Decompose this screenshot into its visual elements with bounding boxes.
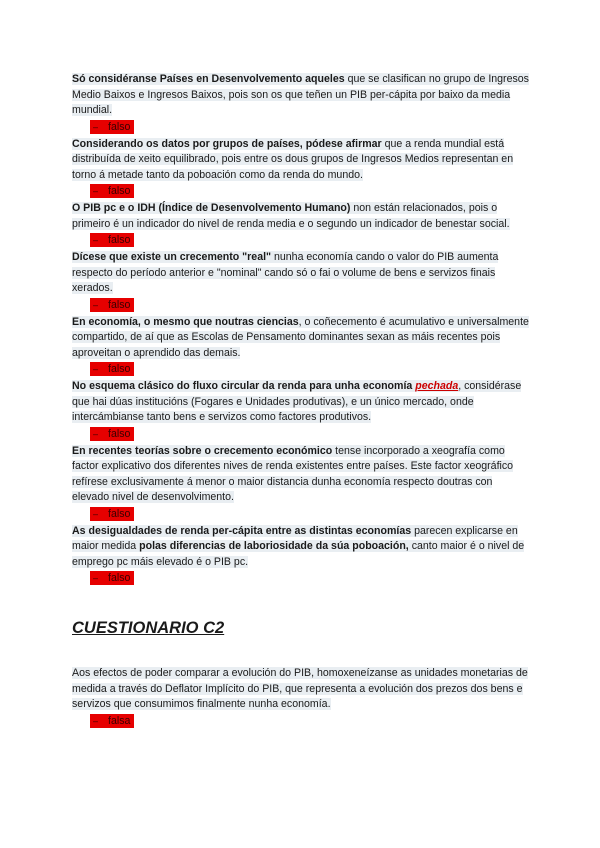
dash-bullet-icon: – <box>93 186 99 196</box>
question-1: Só considéranse Países en Desenvolvemento aqueles que se clasifican no grupo de Ingresos Medio Baixos e Ingresos Baixos, pois son os que teñen un PIB per-cápita por baixo da media mundial. <box>72 73 529 116</box>
answer-highlight-6 <box>90 427 134 441</box>
question-6: No esquema clásico do fluxo circular da renda para unha economía pechada, considérase que hai dúas institucións (Fogares e Unidades produtivas), e un único mercado, onde intercámbianse tanto bens e servizos como factores produtivos. <box>72 380 522 423</box>
question-8: As desigualdades de renda per-cápita entre as distintas economías parecen explicarse en maior medida polas diferencias de laboriosidade da súa poboación, canto maior é o nivel de emprego pc máis elevado é o PIB pc. <box>72 524 525 568</box>
dash-bullet-icon: – <box>93 428 99 439</box>
question-4: Dícese que existe un crecemento "real" nunha economía cando o valor do PIB aumenta respecto do período anterior e "nominal" cando só o fai o volume de bens e servizos finais xerados. <box>72 251 499 294</box>
answer-label: falso <box>108 572 131 584</box>
answer-highlight-2 <box>90 184 134 198</box>
answer-highlight-8 <box>90 571 134 585</box>
dash-bullet-icon: – <box>93 508 99 519</box>
document-page <box>72 72 532 731</box>
dash-bullet-icon: – <box>93 715 99 726</box>
dash-bullet-icon: – <box>93 235 99 245</box>
answer-label: falso <box>108 427 131 440</box>
question-5: En economía, o mesmo que noutras ciencias, o coñecemento é acumulativo e universalmente compartido, de aí que as Escolas de Pensamento dominantes sexan as máis recentes pois aproveitan o aprendido das demais. <box>72 315 529 359</box>
question-2: Considerando os datos por grupos de países, pódese afirmar que a renda mundial está distribuída de xeito equilibrado, pois entre os dous grupos de Ingresos Medios representan en torno á metade tanto da poboación como da renda do mundo. <box>72 137 514 181</box>
dash-bullet-icon: – <box>93 573 99 583</box>
answer-highlight-3 <box>90 233 134 247</box>
question-3: O PIB pc e o IDH (Índice de Desenvolvemento Humano) non están relacionados, pois o primeiro é un indicador do nivel de renda media e o segundo un indicador de benestar social. <box>72 202 510 230</box>
answer-label: falso <box>108 507 131 520</box>
answer-highlight-7 <box>90 507 134 521</box>
answer-highlight-c2-1 <box>90 714 134 728</box>
answer-highlight-1 <box>90 120 134 134</box>
answer-highlight-4 <box>90 298 134 312</box>
answer-label: falso <box>108 363 131 375</box>
answer-label: falso <box>108 298 131 311</box>
dash-bullet-icon: – <box>93 121 99 132</box>
answer-highlight-5 <box>90 362 134 376</box>
answer-label: falsa <box>108 714 131 727</box>
answer-label: falso <box>108 185 131 197</box>
dash-bullet-icon: – <box>93 364 99 374</box>
question-7: En recentes teorías sobre o crecemento económico tense incorporado a xeografía como factor explicativo dos diferentes nives de renda existentes entre países. Este factor xeográfico refírese exclusivamente á menor o maior distancia dunha economía respecto doutras con elevado nivel de desenvolvimento. <box>72 444 514 503</box>
section-heading: CUESTIONARIO C2 <box>72 619 225 637</box>
question-c2-1: Aos efectos de poder comparar a evolución do PIB, homoxeneízanse as unidades monetarias de medida a través do Deflator Implícito do PIB, que representa a evolución dos prezos dos bens e servizos que consumimos finalmente nunha economía. <box>72 667 528 710</box>
answer-label: falso <box>108 120 131 133</box>
answer-label: falso <box>108 234 131 246</box>
dash-bullet-icon: – <box>93 299 99 310</box>
